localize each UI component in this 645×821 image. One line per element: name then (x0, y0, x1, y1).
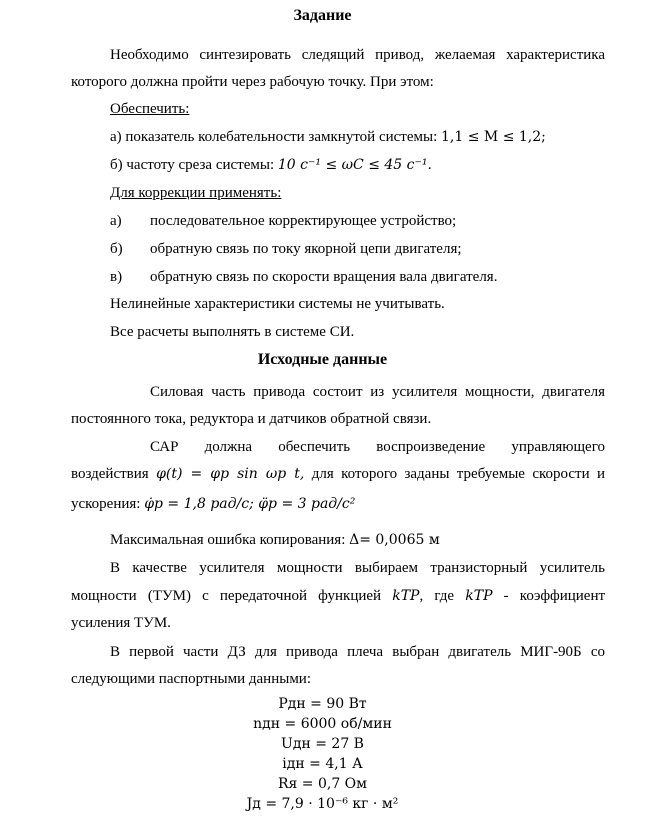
correction-item (110, 211, 456, 231)
source-para2-line2-text: воздействия (71, 466, 149, 482)
task-heading: Задание (293, 7, 352, 24)
phi-formula: φ(t) = φp sin ωp t, (156, 466, 305, 482)
provide-label: Обеспечить: (110, 101, 190, 117)
nonlinear-note: Нелинейные характеристики системы не учитывать. (110, 296, 445, 312)
ktp-formula: kTP (392, 588, 420, 604)
source-para2-line2-tail: для которого заданы требуемые скорости и (311, 466, 606, 482)
motor-param-current: iдн = 4,1 А (282, 756, 363, 772)
ktp-formula-2: kTP (465, 588, 493, 604)
correction-item-marker: в) (110, 269, 123, 285)
correction-item (110, 239, 462, 259)
motor-param-inertia: Jд = 7,9 · 10⁻⁶ кг · м² (246, 796, 399, 812)
source-heading: Исходные данные (257, 351, 388, 368)
source-para2-line1: САР должна обеспечить воспроизведение управляющего (150, 439, 605, 455)
velocity-acceleration-formula: φ̇p = 1,8 рад/с; φ̈p = 3 рад/с² (144, 496, 356, 512)
max-error-text: Максимальная ошибка копирования: (110, 532, 346, 548)
si-note: Все расчеты выполнять в системе СИ. (110, 324, 355, 340)
correction-item-text: последовательное корректирующее устройство; (150, 213, 457, 229)
motor-line1: В первой части ДЗ для привода плеча выбран двигатель МИГ-90Б со (110, 644, 605, 660)
requirement-a-formula: 1,1 ≤ M ≤ 1,2; (441, 129, 546, 145)
correction-item-text: обратную связь по скорости вращения вала двигателя. (150, 269, 498, 285)
motor-line2: следующими паспортными данными: (71, 671, 311, 687)
motor-param-resistance: Rя = 0,7 Ом (277, 776, 368, 792)
amp-line2 (71, 586, 605, 606)
source-para1-line1: Силовая часть привода состоит из усилителя мощности, двигателя (150, 384, 605, 400)
correction-item-marker: б) (110, 241, 123, 257)
source-para2-line2 (71, 464, 605, 484)
requirement-b (110, 155, 432, 175)
amp-line1: В качестве усилителя мощности выбираем транзисторный усилитель (110, 560, 605, 576)
intro-line-1: Необходимо синтезировать следящий привод, желаемая характеристика (110, 47, 605, 63)
motor-param-voltage: Uдн = 27 В (281, 736, 364, 752)
correction-item (110, 267, 497, 287)
max-error (110, 530, 440, 550)
amp-line2-text: мощности (ТУМ) с передаточной функцией (71, 588, 382, 604)
amp-line2-where: , где (419, 588, 455, 604)
requirement-a-text: а) показатель колебательности замкнутой системы: (110, 129, 438, 145)
motor-param-power: Pдн = 90 Вт (278, 696, 367, 712)
correction-label: Для коррекции применять: (110, 185, 282, 201)
requirement-b-text: б) частоту среза системы: (110, 157, 275, 173)
max-error-formula: Δ= 0,0065 м (349, 532, 440, 548)
amp-line3: усиления ТУМ. (71, 615, 171, 631)
source-para2-line3 (71, 494, 355, 514)
requirement-a (110, 127, 546, 147)
source-para2-line3-text: ускорения: (71, 496, 141, 512)
source-para1-line2: постоянного тока, редуктора и датчиков обратной связи. (71, 411, 432, 427)
requirement-b-formula: 10 c⁻¹ ≤ ωC ≤ 45 c⁻¹. (277, 157, 432, 173)
motor-param-speed: nдн = 6000 об/мин (253, 716, 392, 732)
amp-line2-tail: - коэффициент (503, 588, 606, 604)
correction-item-text: обратную связь по току якорной цепи двигателя; (150, 241, 462, 257)
correction-item-marker: а) (110, 213, 122, 229)
intro-line-2: которого должна пройти через рабочую точку. При этом: (71, 74, 434, 90)
